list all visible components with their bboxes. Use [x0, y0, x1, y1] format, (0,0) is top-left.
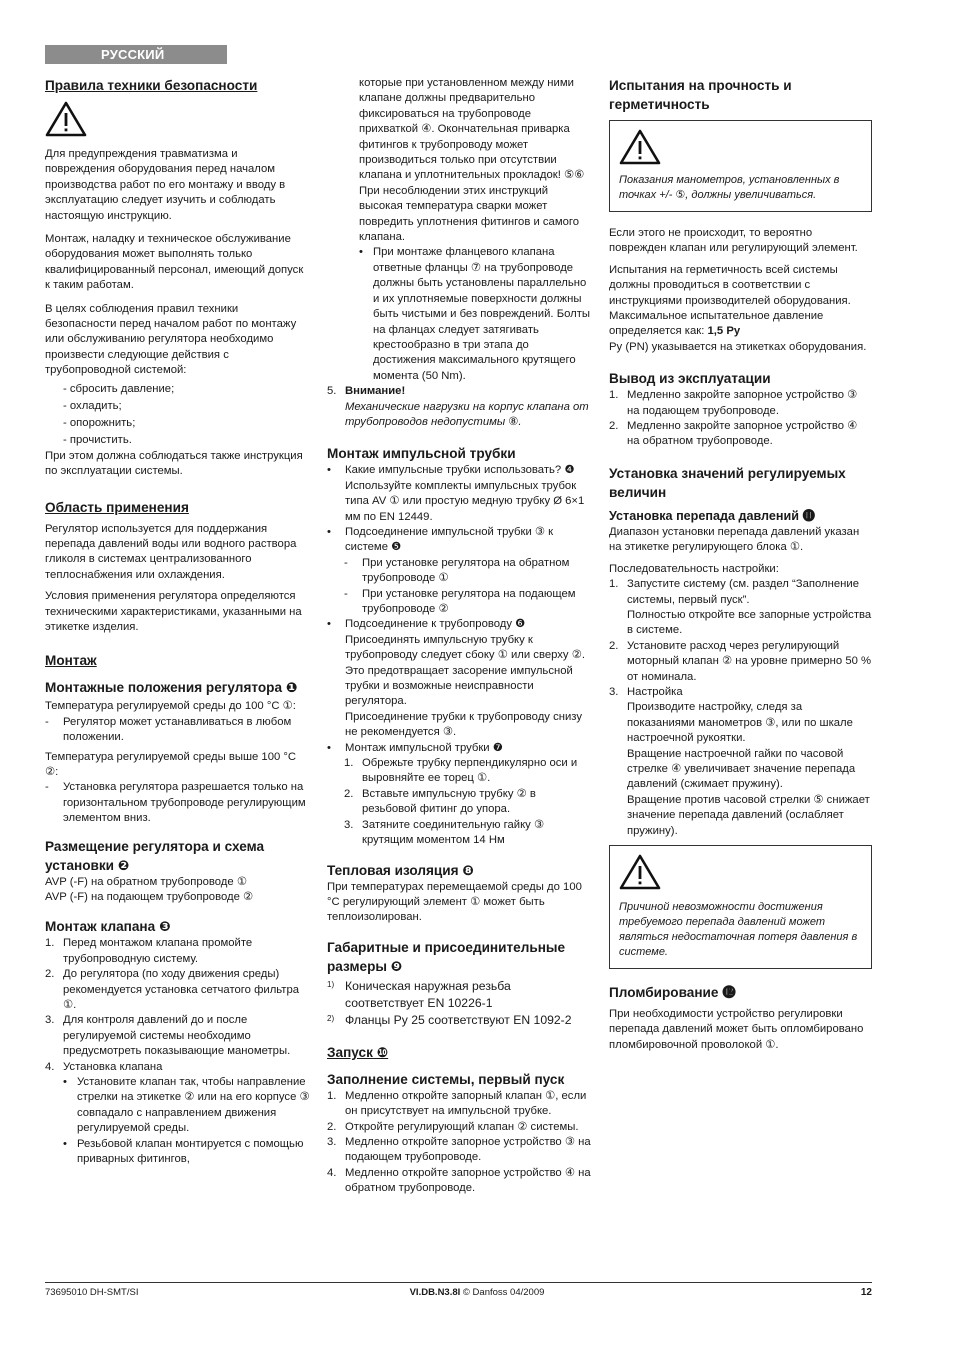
language-label: РУССКИЙ — [45, 45, 227, 64]
list-item: 3. Для контроля давлений до и после регулируемой системы необходимо предусмотреть показывающие манометры. — [45, 1014, 291, 1058]
footer-divider — [45, 1282, 872, 1283]
dp-paragraph-2: Последовательность настройки: — [609, 562, 779, 575]
list-item: • Резьбовой клапан монтируется с помощью приварных фитингов, — [63, 1137, 304, 1166]
safety-paragraph-2: Монтаж, наладку и техническое обслуживание оборудования может выполнять только квалифицированный персонал, имеющий допуск к таким работам. — [45, 233, 304, 292]
list-item: 2. Вставьте импульсную трубку ② в резьбовой фитинг до упора. — [344, 787, 536, 816]
tests-heading: Испытания на прочность и герметичность — [609, 78, 792, 112]
positions-list-1: - Регулятор может устанавливаться в любом положении. — [45, 715, 292, 744]
warning-icon — [619, 854, 661, 890]
flange-bullet — [359, 245, 592, 384]
placement-heading: Размещение регулятора и схема установки ❷ — [45, 838, 265, 873]
scope-heading: Область применения — [45, 499, 189, 515]
scope-paragraph-1: Регулятор используется для поддержания перепада давлений воды или водного раствора гликоля в системах централизованного теплоснабжения или охлаждения. — [45, 522, 297, 581]
start-heading: Запуск ❿ — [327, 1044, 389, 1060]
valve-continued — [327, 76, 592, 384]
attention-item — [327, 384, 592, 430]
list-item: 1. Запустите систему (см. раздел “Заполнение системы, первый пуск”. Полностью откройте все запорные устройства в системе. — [609, 578, 872, 637]
list-item: 1. Обрежьте трубку перпендикулярно оси и выровняйте ее торец ①. — [344, 757, 578, 785]
valve-heading: Монтаж клапана ❸ — [45, 919, 171, 935]
list-item: - При установке регулятора на обратном трубопроводе ① — [344, 556, 570, 585]
footer-center: VI.DB.N3.8I © Danfoss 04/2009 — [409, 1287, 545, 1298]
tests-paragraph-2: Испытания на герметичность всей системы должны проводиться в соответствии с инструкциями производителей оборудования. — [609, 263, 851, 307]
footer-doc-code: 73695010 DH-SMT/SI — [45, 1287, 139, 1298]
safety-list-item: - сбросить давление; — [63, 382, 175, 395]
column-2 — [327, 76, 592, 1201]
settings-heading: Установка значений регулируемых величин — [609, 465, 846, 500]
warning-icon — [45, 101, 87, 137]
valve-steps — [45, 936, 310, 1075]
column-3 — [609, 76, 872, 1059]
dp-paragraph-1: Диапазон установки перепада давлений указан на этикетке регулирующего блока ①. — [609, 525, 860, 554]
list-item: 2. Откройте регулирующий клапан ② системы. — [327, 1120, 579, 1133]
safety-list-item: - прочистить. — [63, 433, 132, 446]
valve-sub-bullets — [63, 1075, 310, 1167]
positions-list-2: - Установка регулятора разрешается только на горизонтальном трубопроводе регулирующим элементом вниз. — [45, 781, 306, 825]
sealing-heading: Пломбирование ⓬ — [609, 985, 736, 1000]
valve-continued-text: которые при установленном между ними клапане должны предварительно фиксироваться на трубопроводе прихваткой ④. Окончательная приварка фитингов к трубопроводу может производиться только при отсутствии клапана и уплотнительных прокладок! ⑤⑥ При несоблюдении этих инструкций высокая температура сварки может повредить уплотнения фитингов и самого клапана. — [359, 77, 585, 244]
positions-temp-2: Температура регулируемой среды выше 100 °C ②: — [45, 750, 297, 778]
list-item: 1. Медленно откройте запорный клапан ①, если он присутствует на импульсной трубке. — [327, 1089, 587, 1118]
safety-paragraph-3: В целях соблюдения правил техники безопасности перед началом работ по монтажу или обслуживанию регулятора необходимо произвести следующие действия с трубопроводной системой: — [45, 302, 297, 377]
tests-paragraph-1: Если этого не происходит, то вероятно поврежден клапан или регулирующий элемент. — [609, 227, 858, 255]
fill-steps — [327, 1089, 592, 1197]
tests-warning-box — [609, 120, 872, 212]
decommission-heading: Вывод из эксплуатации — [609, 371, 771, 387]
list-item: 1. Медленно закройте запорное устройство ③ на подающем трубопроводе. — [609, 389, 858, 417]
list-item: 2. До регулятора (по ходу движения среды) рекомендуется установка сетчатого фильтра ①. — [45, 968, 300, 1012]
decommission-steps — [609, 388, 872, 450]
impulse-heading: Монтаж импульсной трубки — [327, 446, 516, 462]
tests-warning-text: Показания манометров, установленных в точках +/- ⑤, должны увеличиваться. — [619, 174, 840, 201]
placement-line-2: AVP (-F) на подающем трубопроводе ② — [45, 891, 254, 903]
dp-steps — [609, 577, 872, 839]
footnote-1: 1) Коническая наружная резьба соответствует EN 10226-1 — [327, 978, 511, 1010]
sealing-text: При необходимости устройство регулировки перепада давлений может быть опломбировано пломбировочной проволокой ①. — [609, 1008, 864, 1051]
list-item: • Монтаж импульсной трубки ❼ — [327, 741, 503, 754]
safety-heading: Правила техники безопасности — [45, 78, 258, 93]
insulation-text: При температурах перемещаемой среды до 100 °C регулирующий элемент ① может быть теплоизолирован. — [327, 880, 582, 924]
impulse-list-2 — [327, 617, 592, 756]
fill-heading: Заполнение системы, первый пуск — [327, 1071, 565, 1087]
page-number: 12 — [860, 1287, 872, 1298]
list-item: 3. Настройка Производите настройку, следя за показаниями манометров ③, или по шкале настроечной рукоятки. Вращение настроечной гайки по часовой стрелке ④ увеличивает значение перепада давлений (сжимает пружину). Вращение против часовой стрелки ⑤ снижает значение перепада давлений (ослабляет пружину). — [609, 685, 870, 837]
tests-paragraph-4: Ру (PN) указывается на этикетках оборудования. — [609, 340, 867, 353]
safety-list-item: - опорожнить; — [63, 416, 136, 429]
list-item: 3. Медленно откройте запорное устройство ③ на подающем трубопроводе. — [327, 1135, 591, 1164]
list-item: • Подсоединение к трубопроводу ❻ Присоединять импульсную трубку к трубопроводу следует сбоку ① или сверху ②. Это предотвращает засорение импульсной трубки и возможные неисправности регулятора. Присоединение трубки к трубопроводу снизу не рекомендуется ③. — [327, 618, 585, 739]
list-item: 3. Затяните соединительную гайку ③ крутящим моментом 14 Нм — [344, 818, 545, 847]
list-item: • Установите клапан так, чтобы направление стрелки на этикетке ② или на его корпусе ③ совпадало с направлением движения регулируемой среды. — [63, 1076, 310, 1135]
impulse-list — [327, 463, 592, 555]
positions-heading: Монтажные положения регулятора ❶ — [45, 680, 298, 696]
list-item: 1. Перед монтажом клапана промойте трубопроводную систему. — [45, 937, 253, 965]
settings-warning-text: Причиной невозможности достижения требуемого перепада давлений может являться недостаточная потеря давления в системе. — [619, 901, 858, 958]
safety-list-item: - охладить; — [63, 399, 122, 412]
column-1 — [45, 76, 310, 1168]
impulse-steps — [344, 756, 592, 848]
impulse-sub-list — [344, 556, 592, 618]
list-item: • Подсоединение импульсной трубки ③ к системе ❺ — [327, 525, 554, 554]
list-item: 2. Медленно закройте запорное устройство ④ на обратном трубопроводе. — [609, 420, 858, 448]
list-item: 4. Медленно откройте запорное устройство ④ на обратном трубопроводе. — [327, 1166, 591, 1195]
safety-paragraph-1: Для предупреждения травматизма и повреждения оборудования перед началом производства работ по его монтажу и вводу в эксплуатацию следует изучить и соблюдать настоящую инструкцию. — [45, 148, 286, 222]
tests-paragraph-3: Максимальное испытательное давление определяется как: 1,5 Ру — [609, 310, 824, 338]
scope-paragraph-2: Условия применения регулятора определяются техническими характеристиками, указанными на этикетке изделия. — [45, 590, 302, 633]
settings-warning-box — [609, 845, 872, 969]
positions-temp-1: Температура регулируемой среды до 100 °C ①: — [45, 700, 296, 713]
dp-heading: Установка перепада давлений ⓫ — [609, 508, 816, 523]
list-item: • При монтаже фланцевого клапана ответные фланцы ⑦ на трубопроводе должны быть установлены параллельно и их уплотняемые поверхности должны быть чистыми и без повреждений. Болты на фланцах следует затягивать крестообразно в три этапа до достижения максимального крутящего момента (50 Nm). — [359, 246, 591, 382]
warning-icon — [619, 129, 661, 165]
list-item: - При установке регулятора на подающем трубопроводе ② — [344, 587, 576, 615]
list-item: 4. Установка клапана — [45, 1060, 163, 1073]
mount-heading: Монтаж — [45, 653, 97, 669]
insulation-heading: Тепловая изоляция ❽ — [327, 862, 474, 878]
footnote-2: 2) Фланцы Ру 25 соответствуют EN 1092-2 — [327, 1012, 572, 1027]
safety-paragraph-4: При этом должна соблюдаться также инструкция по эксплуатации системы. — [45, 449, 303, 478]
list-item: 5. Внимание! Механические нагрузки на корпус клапана от трубопроводов недопустимы ⑧. — [327, 385, 589, 428]
safety-list — [45, 381, 310, 449]
list-item: • Какие импульсные трубки использовать? ❹ Используйте комплекты импульсных трубок типа AV ① или простую медную трубку Ø 6×1 мм по EN 12449. — [327, 464, 585, 523]
placement-line-1: AVP (-F) на обратном трубопроводе ① — [45, 875, 247, 888]
dimensions-heading: Габаритные и присоединительные размеры ❾ — [327, 939, 566, 974]
list-item: 2. Установите расход через регулирующий моторный клапан ② на уровне примерно 50 % от номинала. — [609, 639, 872, 683]
